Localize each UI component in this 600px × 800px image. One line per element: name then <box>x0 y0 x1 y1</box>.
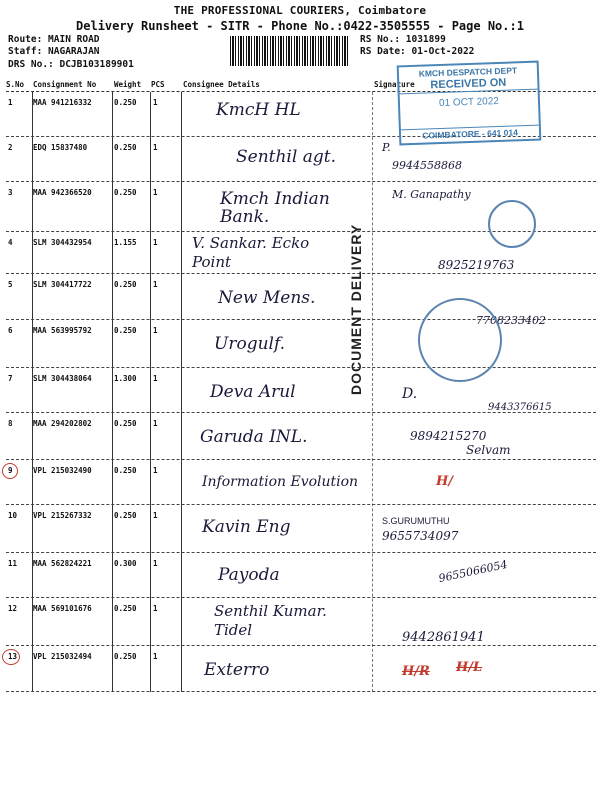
row-pcs: 1 <box>153 604 158 613</box>
row-signature: M. Ganapathy <box>392 188 471 201</box>
rs-number: RS No.: 1031899 <box>360 34 446 45</box>
row-consignment: MAA 942366520 <box>33 188 92 197</box>
row-signature: D. <box>402 386 418 402</box>
table-row <box>6 505 596 553</box>
row-consignee: KmcH HL <box>216 100 301 120</box>
stamp-dept: KMCH DESPATCH DEPT <box>418 65 518 79</box>
row-sno: 12 <box>8 604 18 613</box>
row-consignment: SLM 304432954 <box>33 238 92 247</box>
row-consignment: EDQ 15837480 <box>33 143 88 152</box>
row-phone: 7708233402 <box>476 314 546 327</box>
row-weight: 1.300 <box>114 374 137 383</box>
row-weight: 0.250 <box>114 188 137 197</box>
row-highlight-circle <box>2 463 18 479</box>
row-phone: 9442861941 <box>402 630 485 645</box>
company-seal <box>418 298 502 382</box>
staff-label: Staff: NAGARAJAN <box>8 46 100 57</box>
row-sno: 3 <box>8 188 13 197</box>
row-weight: 0.250 <box>114 652 137 661</box>
col-sno: S.No <box>6 80 25 89</box>
row-pcs: 1 <box>153 143 158 152</box>
row-weight: 0.250 <box>114 326 137 335</box>
row-pcs: 1 <box>153 188 158 197</box>
row-phone: 9655734097 <box>382 529 459 543</box>
row-phone: 9443376615 <box>488 402 552 413</box>
route-label: Route: MAIN ROAD <box>8 34 100 45</box>
row-signature: S.GURUMUTHU <box>382 516 450 526</box>
row-consignment: SLM 304417722 <box>33 280 92 289</box>
row-signature: H/L <box>456 660 483 675</box>
row-weight: 0.250 <box>114 280 137 289</box>
stamp-city: COIMBATORE - 641 014 <box>401 125 539 142</box>
row-sno: 7 <box>8 374 13 383</box>
row-sno: 13 <box>8 652 18 661</box>
row-consignment: MAA 562824221 <box>33 559 92 568</box>
row-consignee: Deva Arul <box>210 382 296 402</box>
row-signature: H/ <box>436 474 454 489</box>
row-pcs: 1 <box>153 419 158 428</box>
stamp-received: RECEIVED ON <box>399 76 537 95</box>
drs-number: DRS No.: DCJB103189901 <box>8 59 134 70</box>
bank-seal <box>488 200 536 248</box>
row-pcs: 1 <box>153 559 158 568</box>
col-signature: Signature <box>374 80 415 89</box>
row-sno: 2 <box>8 143 13 152</box>
row-weight: 1.155 <box>114 238 137 247</box>
table-row <box>6 553 596 598</box>
row-phone: 9944558868 <box>392 159 462 172</box>
row-pcs: 1 <box>153 652 158 661</box>
row-consignment: VPL 215267332 <box>33 511 92 520</box>
row-pcs: 1 <box>153 280 158 289</box>
row-weight: 0.250 <box>114 604 137 613</box>
row-phone: 8925219763 <box>438 258 515 272</box>
document-delivery-stamp: DOCUMENT DELIVERY <box>348 223 364 395</box>
row-consignee: V. Sankar. Ecko Point <box>192 234 310 271</box>
row-consignee: Exterro <box>204 660 270 680</box>
row-highlight-circle <box>2 649 20 665</box>
barcode <box>230 36 350 66</box>
row-sno: 4 <box>8 238 13 247</box>
rs-date: RS Date: 01-Oct-2022 <box>360 46 475 57</box>
table-row <box>6 460 596 505</box>
stamp-date: 01 OCT 2022 <box>438 95 500 110</box>
col-pcs: PCS <box>151 80 165 89</box>
row-consignee: Kavin Eng <box>202 517 291 537</box>
row-consignee: Garuda INL. <box>200 427 308 447</box>
row-weight: 0.250 <box>114 98 137 107</box>
row-consignment: MAA 563995792 <box>33 326 92 335</box>
row-phone: 9894215270 <box>410 429 487 443</box>
row-weight: 0.250 <box>114 419 137 428</box>
row-pcs: 1 <box>153 511 158 520</box>
table-row <box>6 314 596 368</box>
row-pcs: 1 <box>153 466 158 475</box>
col-details: Consignee Details <box>183 80 260 89</box>
row-consignee: Urogulf. <box>214 334 286 354</box>
row-weight: 0.300 <box>114 559 137 568</box>
received-stamp <box>397 61 542 146</box>
col-consignment: Consignment No <box>33 80 97 89</box>
row-phone: 9655066054 <box>437 557 509 586</box>
row-weight: 0.250 <box>114 511 137 520</box>
row-pcs: 1 <box>153 374 158 383</box>
table-row <box>6 413 596 460</box>
row-consignment: VPL 215032490 <box>33 466 92 475</box>
row-consignee: New Mens. <box>218 288 316 308</box>
row-consignment: MAA 569101676 <box>33 604 92 613</box>
row-pcs: 1 <box>153 326 158 335</box>
row-sno: 8 <box>8 419 13 428</box>
row-sno: 10 <box>8 511 18 520</box>
table-row <box>6 598 596 646</box>
row-signature: Selvam <box>466 443 511 457</box>
row-sno: 1 <box>8 98 13 107</box>
row-consignee: Senthil agt. <box>236 147 336 167</box>
table-row <box>6 368 596 413</box>
row-sno: 5 <box>8 280 13 289</box>
row-sno: 6 <box>8 326 13 335</box>
row-sno: 9 <box>8 466 13 475</box>
table-row <box>6 646 596 692</box>
runsheet-subtitle: Delivery Runsheet - SITR - Phone No.:0422-3505555 - Page No.:1 <box>76 19 524 33</box>
row-consignee: Senthil Kumar. Tidel <box>214 602 327 639</box>
company-title: THE PROFESSIONAL COURIERS, Coimbatore <box>173 4 427 17</box>
row-pcs: 1 <box>153 238 158 247</box>
table-row <box>6 137 596 182</box>
col-weight: Weight <box>114 80 142 89</box>
row-consignee: Information Evolution <box>202 474 359 490</box>
row-consignment: MAA 294202802 <box>33 419 92 428</box>
row-pcs: 1 <box>153 98 158 107</box>
row-signature: H/R <box>402 664 430 679</box>
row-consignee: Payoda <box>218 565 280 585</box>
row-consignment: VPL 215032494 <box>33 652 92 661</box>
row-sno: 11 <box>8 559 18 568</box>
row-signature: P. <box>382 141 391 154</box>
row-consignment: MAA 941216332 <box>33 98 92 107</box>
row-weight: 0.250 <box>114 143 137 152</box>
row-consignment: SLM 304438064 <box>33 374 92 383</box>
row-weight: 0.250 <box>114 466 137 475</box>
row-consignee: Kmch Indian Bank. <box>220 189 330 227</box>
